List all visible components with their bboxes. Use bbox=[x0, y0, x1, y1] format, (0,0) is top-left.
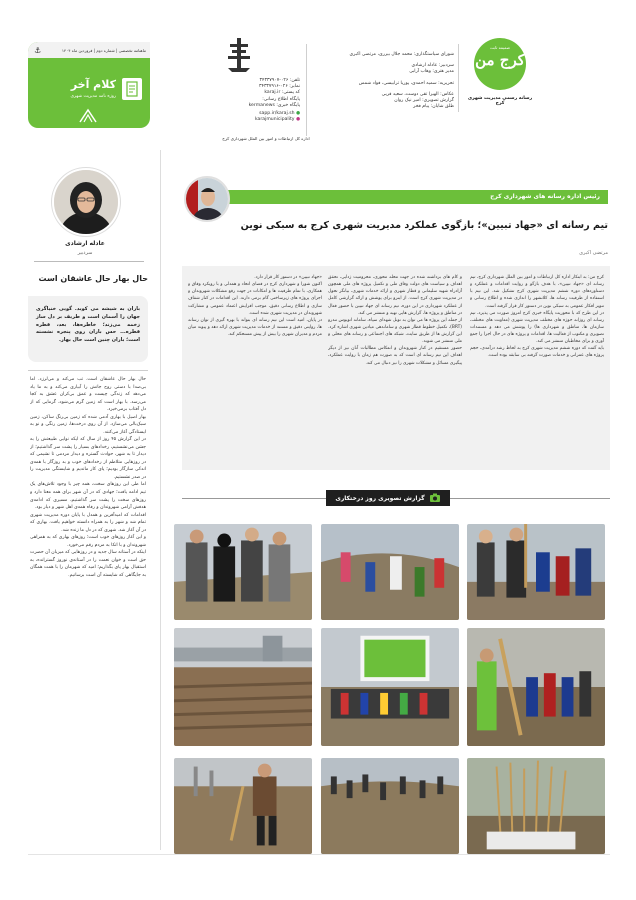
credits-block bbox=[314, 52, 454, 110]
contact-line: نمابر: ۰۲۶-۳۴۳۳۷۹۱۶ bbox=[259, 84, 300, 90]
photo-tree-planting-digging bbox=[174, 758, 312, 854]
issue-line: ماهنامه تخصصی | شماره دوم | فروردین ماه ۱۴۰۴ bbox=[61, 47, 146, 53]
header-divider-2 bbox=[306, 44, 307, 136]
author-name: عادله ارشادی bbox=[65, 240, 105, 247]
photo-tree-planting-saplings bbox=[467, 758, 605, 854]
quote-box bbox=[28, 296, 148, 362]
publisher-line: اداره کل ارتباطات و امور بین الملل شهرداری کرج bbox=[222, 136, 310, 141]
municipality-emblem-icon bbox=[224, 36, 254, 74]
article-kicker: رئیس اداره رسانه های شهرداری کرج bbox=[490, 193, 600, 200]
contact-line: پایگاه خبری: kermanews bbox=[248, 102, 300, 108]
author-role: سردبیر bbox=[77, 250, 93, 256]
web-icon: ● bbox=[295, 110, 300, 116]
karaj-emblem-icon: ⚓ bbox=[34, 45, 42, 55]
author-avatar bbox=[52, 168, 120, 236]
credit-line: شورای سیاستگذاری: محمد جلال بیرری، مرتضی اکبری bbox=[349, 52, 454, 57]
reporter-avatar bbox=[184, 176, 230, 222]
contact-line: کد پستی: karaj.ir bbox=[264, 90, 300, 96]
contact-line: پایگاه اطلاع رسانی: bbox=[262, 96, 300, 102]
social-line[interactable]: ● karajmunicipality bbox=[254, 117, 300, 123]
photo-tree-planting-children-hill bbox=[321, 524, 459, 620]
issue-strip bbox=[28, 42, 150, 58]
camera-icon bbox=[429, 493, 441, 503]
gallery-title: گزارش تصویری روز درختکاری bbox=[335, 494, 425, 502]
credit-line: گزارش تصویری: امیر نیک روان bbox=[394, 97, 454, 103]
document-icon bbox=[122, 78, 142, 100]
contact-block bbox=[214, 78, 300, 123]
brand-logo bbox=[474, 38, 526, 90]
main-divider bbox=[160, 150, 161, 850]
photo-tree-planting-students-banner bbox=[321, 628, 459, 746]
logo-small-text: ضمیمه ثابت bbox=[489, 45, 511, 50]
photo-tree-planting-officials bbox=[467, 524, 605, 620]
logo-text: کرج من bbox=[475, 51, 525, 69]
page-bottom-rule bbox=[28, 854, 610, 855]
column-headline: حال بهار حال عاشقان است bbox=[38, 274, 148, 283]
quote-bottom-line bbox=[28, 370, 148, 371]
credit-line: تحریریه: سمیه احمدی، پوریا ترابیسی، فواد شمس bbox=[358, 80, 454, 86]
ribbon-icon bbox=[76, 108, 100, 124]
article-headline: تیم رسانه ای «جهاد تبیین»؛ بازگوی عملکرد مدیریت شهری کرج به سبکی نوین bbox=[240, 220, 608, 231]
credit-line: مدیر هنری: وهاب آرابی bbox=[409, 69, 454, 75]
instagram-icon: ● bbox=[295, 117, 300, 123]
column-subtitle: روزه نامه مدیریت شهری bbox=[70, 94, 116, 99]
logo-subtitle: رسانه رسمی مدیریت شهری کرج bbox=[467, 96, 533, 106]
article-col-left: «جهاد تبیین» در دستور کار قرار دارد. اکنون شورا و شهرداری کرج در فضای اتحاد و همدلی و با رویکرد وفاق و همکاری، با تمام ظرفیت ها و امکانات در جهت رفع مشکلات شهروندان و اجرای پروژه های زیرساختی گام برمی دارند. این اقدامات در کنار شفاف سازی و اطلاع رسانی دقیق، موجب افزایش اعتماد عمومی و مشارکت شهروندان در مدیریت شهری شده است. در پایان، امید است این تیم رسانه ای بتواند با بهره گیری از توان رسانه ها، روایتی دقیق و مستند از خدمات مدیریت شهری ارائه دهد و پیوند میان مردم و مدیران شهری را بیش از پیش مستحکم کند. bbox=[188, 275, 322, 337]
photo-tree-planting-group-portrait bbox=[174, 524, 312, 620]
column-banner bbox=[28, 42, 150, 128]
contact-line: تلفن: ۰۲۶-۳۴۳۳۷۹۰۷ bbox=[259, 78, 300, 83]
article-col-middle: و کام های برداشته شده در جهت محله محوری، محرومیت زدایی، تحقق اهداف و سیاست های دولت وفاق ملی و تکمیل پروژه های ملی همچون آزادراه شهید سلیمانی و قطار شهری و ارائه خدمات شهری، بیانگر تحول در مدیریت شهری کرج است. از اینرو برای پوشش و ارائه گزارشی کامل از عملکرد شهرداری در این دوره، تیم رسانه ای جهاد تبیین با حضور فعال در مناطق و پروژه ها، گزارش هایی تهیه و منتشر می کند. از جمله این پروژه ها می توان به تونل شهدای سپاه، سامانه اتوبوس تندرو (BRT)، تکمیل خطوط قطار شهری و ساماندهی میادین شهری اشاره کرد. این گزارش ها از طریق سایت، شبکه های اجتماعی و رسانه های محلی و ملی منتشر می شوند. حضور مستقیم در کنار شهروندان و انعکاس مطالبات آنان نیز از دیگر اهداف این تیم رسانه ای است که به صورت هم زمان با روایت عملکرد، پیگیری مسائل و مشکلات شهری را نیز دنبال می کند. bbox=[328, 275, 462, 366]
column-icon-box bbox=[122, 78, 142, 100]
kicker-bar bbox=[206, 190, 608, 204]
credit-line: طلق شایان: پیام فخر bbox=[413, 104, 454, 110]
photo-tree-planting-crowd-slope bbox=[321, 758, 459, 854]
social-line[interactable]: ● sapp.ir/karaj.sh bbox=[259, 110, 300, 116]
photo-tree-planting-worker-pole bbox=[467, 628, 605, 746]
credit-line: سردبیر: عادله ارشادی bbox=[411, 63, 454, 69]
gallery-title-bar bbox=[326, 490, 450, 506]
article-author: مرتضی اکبری bbox=[579, 250, 608, 256]
column-body: حال بهار حال عاشقان است. تب می‌کند و می‌لرزد. اما بی‌صدا با دستی روح جانش را آبیاری می‌کند و به ما یاد می‌دهد که زندگی چیست و عمق بی‌کران عشق به کجا می‌رسد. با بهار است که زمین گرم می‌شود، گرمایی که از دل آفتاب برمی‌خیزد. بهار اصیل با بهاری آدمی شده که زمین بی‌رنگ ساکن، زمین سبک‌بالی می‌سازد. از آن روی درخت‌ها، زمین رنگی و نو به ایستادگی آغاز می‌کنند. در این گزارش ۴۵ روز از سال که ایکه نوایی طبیعتش را به جشن می‌نشستیم، رخدادهای بسیار را پشت سر گذاشتیم؛ از دیدار تا به شهر، حوادث گستره و دیدار مردمی تا نشیمی که در روزهایی متلاطم از رخدادهای خوب و بد روزگار با همه‌ی اندکی سازگار بودیم؛ پای کار ماندیم و شایستگی مدیریت را در صدر نشستیم. اما طی این روزهای سخت، همه چیز با وجود تلاش‌های یک تیم ادامه یافت؛ جهادی که در آن شهر برای همه معنا دارد و روزهای سخت را پشت سر گذاشتیم، مسیری که ادامه‌ی هدفش آرامی شهروندان و رفاه همه‌ی اهل شهر و دیار بود. اقدامات که امیدآفرین و همدل با پایان دوره مدیریت شهری تمام شد و شهر را به همراه دانسته خواهیم یافت. بهاری که در آن آغاز شد. شهری که در دل ما زنده شد. و این آغاز روزهای خوب است؛ روزهای بهاری که به همراهی شهروندان و با اتکا به مردم رقم می‌خورد. اینکه در آستانه سال جدید و در روزهایی که میزبان آن حضرت حق است و خوان نعمت را در آستانه‌ی نوروز گسترانده، به استقبال بهار پای بگذاریم؛ امید که شهرمان را با همت همگان به جایگاهی که شایسته آن است برسانیم. bbox=[30, 377, 146, 578]
article-col-right: کرج من: به ابتکار اداره کل ارتباطات و امور بین الملل شهرداری کرج، تیم رسانه ای «جهاد تبیین»، با هدف بازگو و روایت اقدامات و عملکرد و دستاوردهای دوره ششم مدیریت شهری کرج تشکیل شد. این تیم با استفاده از ظرفیت رسانه ها، کلانشهر را اندازی شده و اطلاع رسانی و تنویر افکار عمومی به سبکی نوین در دستور کار قرار گرفته است. در این طرح که با محوریت پایگاه خبری کرج امروز صورت می پذیرد، تیم رسانه ای روزانه حوزه های مختلف مدیریت شهری (معاونت های مختلف، سازمان ها، مناطق و شهرداری ها) را پوشش می دهد و مستندات تصویری و مکتوب از فعالیت ها، اقدامات و پروژه های در حال اجرا را جمع آوری و برای مخاطبان منتشر می کند. باید گفت که دوره ششم مدیریت شهری کرج به لحاظ رشد درآمدی، حجم پروژه های عمرانی و خدمات صورت گرفته بی سابقه بوده است. bbox=[470, 275, 604, 359]
photo-tree-planting-field-holes bbox=[174, 628, 312, 746]
column-title: کلام آخر bbox=[70, 78, 116, 91]
author-divider bbox=[34, 261, 144, 262]
quote-text: باران به شیشه می کوبد. گویی خنیاگری جهان را آسمان است و طریف بر دل ساز زخمه می‌زند؛ خاطره‌ها، بعد، قطره قطره... حس باران روی پنجره نشسته است؛ باران چنین است حال بهار. bbox=[36, 306, 140, 343]
credit-line: عکاس: الهیزا تقی دوست، سعید قربی bbox=[381, 91, 454, 97]
header-divider-1 bbox=[458, 44, 459, 112]
